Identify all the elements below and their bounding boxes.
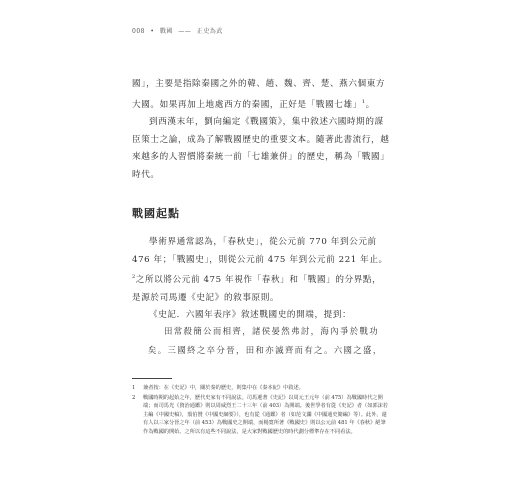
paragraph: 到西漢末年，劉向編定《戰國策》，集中敘述六國時期的謀臣策士之論，成為了解戰國歷史的重要文本。隨著此書流行，越來越多的人習慣將秦統一前「七雄兼併」的歷史，稱為「戰國」時代。 (132, 117, 390, 180)
footnotes (132, 384, 390, 438)
paragraph-text: 。 (365, 99, 375, 110)
paragraph (132, 234, 390, 307)
paragraph-text: 大國。如果再加上地處西方的秦國，正好是「戰國七雄」 (132, 99, 362, 110)
paragraph-text: 國」，主要是指除秦國之外的韓、趙、魏、齊、楚、燕六個東方 (132, 79, 386, 89)
section-body (132, 234, 390, 325)
paragraph-text: 學術界通常認為，「春秋史」，從公元前 770 年到公元前 476 年；「戰國史」，則從公元前 475 年到公元前 221 年止。 (132, 237, 388, 265)
footnote-ref-1[interactable]: 1 (361, 98, 366, 105)
header-dash: —— (178, 28, 192, 35)
footnote-item (132, 384, 390, 393)
paragraph-text: 之所以將公元前 475 年視作「春秋」和「戰國」的分界點，是源於司馬遷《史記》的敘事原則。 (132, 275, 382, 303)
section-heading: 戰國起點 (132, 207, 180, 220)
footnote-ref-2[interactable]: 2 (132, 274, 136, 280)
footnote-item (132, 394, 390, 437)
running-header (132, 26, 223, 35)
paragraph: 《史記．六國年表序》敘述戰國史的開端，提到： (149, 310, 352, 320)
quote-text: 田常殺簡公而相齊，諸侯晏然弗討，海內爭於戰功矣。三國終之卒分晉，田和亦滅齊而有之。六國之盛， (148, 326, 383, 355)
book-subtitle: 正史為武 (196, 28, 223, 35)
block-quote (148, 322, 392, 360)
footnote-text: 兼者按：在《史記》中，關於秦的歷史，則集中在《秦本紀》中敘述。 (143, 385, 304, 391)
header-dot: • (150, 28, 155, 35)
paragraph-line (132, 76, 390, 114)
footnote-number: 1 (132, 385, 136, 391)
footnote-text: 戰國時期的起始之年，歷代史家有不同說法。司馬遷著《史記》以周元王元年（前 475）為戰國時代之開端；而司馬光《資治通鑑》則以周威烈王二十三年（前 403）為開端。後世學者有從《史記》者（如郭沫若主編《中國史稿》，翦伯贊《中國史綱要》），也有從《通鑑》者（如范文瀾《中國通史簡編》等）。此外，還有人以三家分晉之年（前 453）為戰國史之開端，而楊寬所著《戰國史》則以公元前 481 年《春秋》絕筆作為戰國的開始。之所以有這些不同說法，是大家對戰國歷史的時代劃分標準存在不同看法。 (143, 394, 388, 435)
book-title: 戰國 (159, 28, 173, 35)
footnote-number: 2 (132, 394, 136, 401)
page-number: 008 (132, 28, 145, 35)
footnote-divider (132, 378, 172, 379)
opening-paragraphs (132, 76, 390, 184)
